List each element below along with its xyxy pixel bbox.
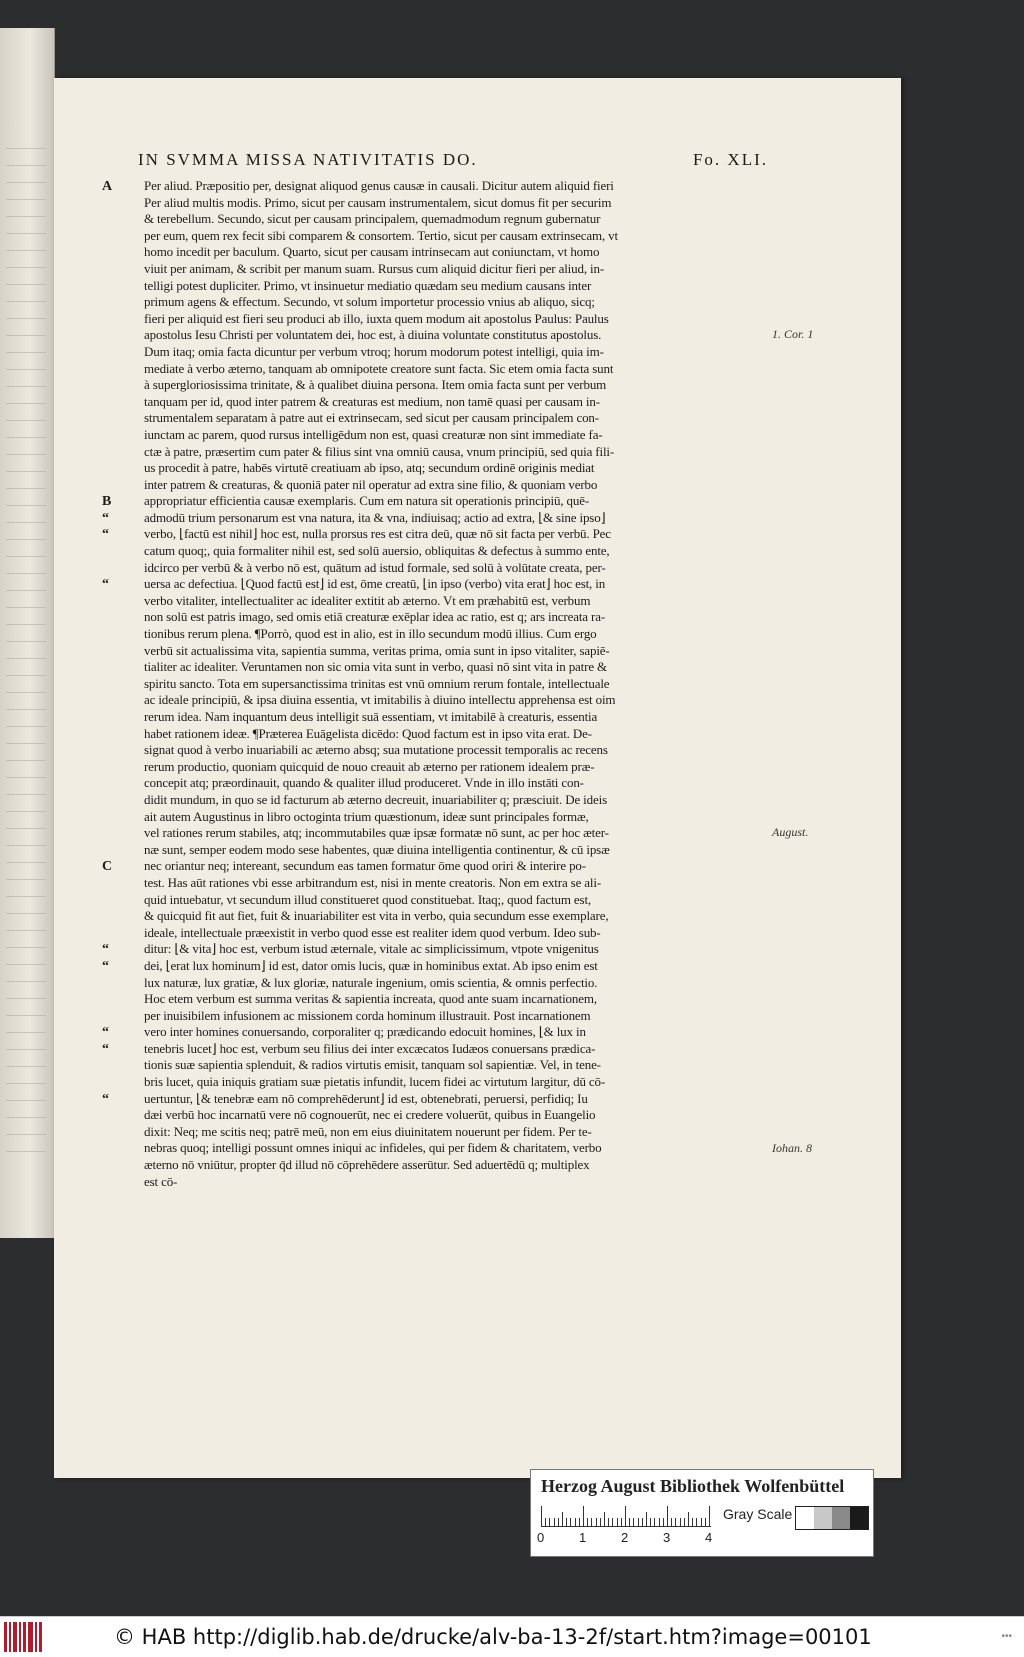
text-line [102, 195, 770, 212]
logo-bar [23, 1622, 26, 1652]
line-text: dei, ⌊erat lux hominum⌋ id est, dator omis lucis, quæ in hominibus extat. Ab ipso enim est [144, 957, 598, 973]
line-text: nec oriantur neq; intereant, secundum eas tamen formatur ōme quod oriri & interire po- [144, 858, 586, 874]
bleed-through-line [6, 1083, 46, 1084]
bleed-through-line [6, 794, 46, 795]
line-text: ideale, intellectuale præexistit in verbo quod esse est realiter idem quod verbum. Ideo sub- [144, 924, 601, 940]
section-marker: “ [102, 527, 109, 543]
book-page [54, 78, 901, 1478]
bleed-through-line [6, 386, 46, 387]
ruler-tick [654, 1518, 655, 1526]
text-line [102, 228, 770, 245]
hab-logo-icon [4, 1622, 48, 1652]
text-line [102, 261, 770, 278]
ruler-number: 2 [621, 1530, 629, 1545]
ruler-tick [558, 1518, 559, 1526]
ruler-tick [612, 1518, 613, 1526]
bleed-through-line [6, 930, 46, 931]
text-line [102, 775, 770, 792]
ruler-tick [629, 1518, 630, 1526]
running-header [138, 150, 768, 170]
bleed-through-line [6, 284, 46, 285]
ruler-tick [600, 1518, 601, 1526]
line-text: primum agens & effectum. Secundo, vt solum importetur processio vnius ab aliquo, sicq; [144, 294, 595, 310]
line-text: ctæ à patre, præsertim cum pater & filius sint vna omniū causa, vnum principiū, sed quia fili- [144, 443, 615, 459]
card-title: Herzog August Bibliothek Wolfenbüttel [541, 1476, 845, 1496]
viewer-footer [0, 1616, 1024, 1657]
ruler-tick [617, 1518, 618, 1526]
text-line [102, 975, 770, 992]
ruler-scale [541, 1504, 711, 1527]
section-marker: “ [102, 958, 109, 974]
line-text: rerum productio, quoniam quicquid de nouo creauit ab æterno per rationem idealem præ- [144, 758, 595, 774]
line-text: rerum idea. Nam inquantum deus intelligit suā essentiam, vt imitabilē à creaturis, essentia [144, 709, 598, 724]
bleed-through-line [6, 607, 46, 608]
text-line [102, 925, 770, 942]
bleed-through-line [6, 437, 46, 438]
line-text: per eum, quem rex fecit sibi comparem & consortem. Tertio, sicut per causam extrinsecam, vt [144, 227, 618, 243]
ruler-tick [608, 1518, 609, 1526]
text-line [102, 676, 770, 693]
text-line [102, 178, 770, 195]
section-marker: “ [102, 1091, 109, 1107]
bleed-through-line [6, 896, 46, 897]
section-marker: “ [102, 1025, 109, 1041]
text-line [102, 1107, 770, 1124]
logo-bar [28, 1622, 33, 1652]
line-text: concepit atq; præordinauit, quando & qualiter illud produceret. Vnde in illo instāti con- [144, 775, 584, 791]
text-line [102, 659, 770, 676]
bleed-through-line [6, 488, 46, 489]
bleed-through-line [6, 216, 46, 217]
line-text: æterno nō vniūtur, propter q̄d illud nō cōprehēdere asserūtur. Sed aduertēdū q; multiplex [144, 1157, 590, 1173]
bleed-through-line [6, 1117, 46, 1118]
logo-bar [39, 1622, 42, 1652]
ruler-tick [633, 1518, 634, 1526]
bleed-through-line [6, 1100, 46, 1101]
text-line [102, 1057, 770, 1074]
bleed-through-line [6, 658, 46, 659]
bleed-through-line [6, 964, 46, 965]
ruler-tick [646, 1512, 647, 1526]
ruler-tick [579, 1518, 580, 1526]
line-text: spiritu sancto. Tota em supersanctissima trinitas est vnū omnium rerum fontale, intellectuale [144, 675, 610, 691]
line-text: homo incedit per baculum. Quarto, sicut per causam intrinsecam aut coniunctam, vt homo [144, 244, 600, 260]
line-text: viuit per animam, & scribit per manum suam. Rursus cum aliquid dicitur fieri per aliud, in- [144, 260, 605, 276]
bleed-through-line [6, 743, 46, 744]
ruler-tick [688, 1512, 689, 1526]
line-text: tionibus rerum plena. ¶Porrò, quod est in alio, est in illo secundum modū illius. Cum ergo [144, 626, 597, 642]
margin-note: 1. Cor. 1 [772, 327, 814, 342]
ruler-tick [587, 1518, 588, 1526]
text-line [102, 526, 770, 543]
ruler-tick [671, 1518, 672, 1526]
margin-note: August. [772, 825, 809, 840]
ruler-number: 0 [537, 1530, 545, 1545]
text-line [102, 875, 770, 892]
ruler-tick [541, 1506, 542, 1526]
bleed-through-line [6, 981, 46, 982]
logo-bar [13, 1622, 17, 1652]
bleed-through-line [6, 845, 46, 846]
line-text: tanquam per id, quod inter patrem & creaturas est medium, non tamē quasi per causam in- [144, 393, 600, 409]
bleed-through-line [6, 590, 46, 591]
ruler-tick [692, 1518, 693, 1526]
ruler-tick [604, 1512, 605, 1526]
ruler-tick [549, 1518, 550, 1526]
line-text: tialiter ac idealiter. Veruntamen non sic omia vita sunt in verbo, quasi nō sint vita in patre & [144, 659, 607, 675]
bleed-through-line [6, 573, 46, 574]
ruler-tick [684, 1518, 685, 1526]
logo-bar [9, 1622, 11, 1652]
ruler-number: 4 [705, 1530, 713, 1545]
text-line [102, 394, 770, 411]
section-marker: “ [102, 1041, 109, 1057]
line-text: Per aliud multis modis. Primo, sicut per causam instrumentalem, sicut domus fit per securim [144, 194, 612, 210]
line-text: ditur: ⌊& vita⌋ hoc est, verbum istud æternale, vitale ac simplicissimum, vtpote vnigenitus [144, 941, 599, 957]
line-text: Hoc etem verbum est summa veritas & sapientia increata, quod ante suam incarnationem, [144, 991, 597, 1007]
line-text: uertuntur, ⌊& tenebræ eam nō comprehēderunt⌋ id est, obtenebrati, peruersi, perfidiq; Iu [144, 1090, 588, 1106]
line-text: bris lucet, quia iniquis gratiam suæ pietatis infundit, lucem fidei ac virtutum largitur, dū cō- [144, 1074, 606, 1090]
bleed-through-line [6, 539, 46, 540]
bleed-through-line [6, 675, 46, 676]
gray-swatch [832, 1507, 850, 1529]
ruler-tick [575, 1518, 576, 1526]
bleed-through-line [6, 709, 46, 710]
text-line [102, 211, 770, 228]
bleed-through-line [6, 1032, 46, 1033]
gray-swatch [814, 1507, 832, 1529]
text-line [102, 1024, 770, 1041]
ruler-tick [562, 1512, 563, 1526]
section-marker: B [102, 494, 112, 510]
gray-scale-label: Gray Scale [723, 1506, 793, 1522]
bleed-through-line [6, 250, 46, 251]
line-text: dæi verbū hoc incarnatū vere nō cognouerūt, nec ei credere voluerūt, quibus in Euangelio [144, 1107, 596, 1123]
text-line [102, 742, 770, 759]
text-line [102, 692, 770, 709]
ruler-tick [675, 1518, 676, 1526]
text-line [102, 294, 770, 311]
line-text: vel rationes rerum stabiles, atq; incommutabiles quæ ipsæ formatæ nō sunt, ac per hoc æter- [144, 825, 609, 841]
ruler-tick [621, 1518, 622, 1526]
bleed-through-line [6, 165, 46, 166]
line-text: verbo vitaliter, intellectualiter ac idealiter extitit ab æterno. Vt em præhabitū est, verbum [144, 592, 591, 608]
ruler-number: 1 [579, 1530, 587, 1545]
text-line [102, 809, 770, 826]
text-line [102, 908, 770, 925]
text-line [102, 344, 770, 361]
ruler-tick [701, 1518, 702, 1526]
bleed-through-line [6, 777, 46, 778]
bleed-through-line [6, 811, 46, 812]
ruler-tick [709, 1506, 710, 1526]
bleed-through-line [6, 913, 46, 914]
bleed-through-line [6, 471, 46, 472]
line-text: mediate à verbo æterno, tanquam ab omnipotete creatore sunt facta. Sic etem omia facta sunt [144, 360, 614, 376]
bleed-through-line [6, 318, 46, 319]
line-text: admodū trium personarum est vna natura, ita & vna, indiuisaq; actio ad extra, ⌊& sine ipso⌋ [144, 509, 606, 525]
line-text: per inuisibilem infusionem ac missionem corda hominum illustrauit. Post incarnationem [144, 1007, 591, 1023]
text-line [102, 759, 770, 776]
text-line [102, 311, 770, 328]
line-text: Per aliud. Præpositio per, designat aliquod genus causæ in causali. Dicitur autem aliquid fieri [144, 178, 614, 193]
margin-note: Iohan. 8 [772, 1140, 812, 1155]
bleed-through-line [6, 1066, 46, 1067]
text-line [102, 460, 770, 477]
ruler-tick [696, 1518, 697, 1526]
line-text: iunctam ac parem, quod rursus intelligēdum non est, quasi creaturæ non sint immediate fa- [144, 426, 603, 442]
text-line [102, 825, 770, 842]
section-marker: C [102, 859, 113, 875]
bleed-through-line [6, 998, 46, 999]
text-line [102, 427, 770, 444]
line-text: lux naturæ, lux gratiæ, & lux gloriæ, naturale ingenium, omis scientia, & omnis perfectio. [144, 974, 598, 990]
line-text: uersa ac defectiua. ⌊Quod factū est⌋ id est, ōme creatū, ⌊in ipso (verbo) vita erat⌋ hoc est, in [144, 576, 606, 592]
bleed-through-line [6, 1049, 46, 1050]
bleed-through-line [6, 403, 46, 404]
source-link[interactable]: © HAB http://diglib.hab.de/drucke/alv-ba-13-2f/start.htm?image=00101 [114, 1625, 872, 1649]
text-line [102, 858, 770, 875]
line-text: appropriatur efficientia causæ exemplaris. Cum em natura sit operationis principiū, quē- [144, 493, 590, 509]
line-text: & quicquid fit aut fiet, fuit & inuariabiliter est vita in verbo, quia secundum esse exemplare, [144, 908, 609, 924]
running-title: IN SVMMA MISSA NATIVITATIS DO. [138, 150, 478, 169]
text-line [102, 543, 770, 560]
text-line [102, 444, 770, 461]
text-line [102, 510, 770, 527]
text-line [102, 958, 770, 975]
text-line [102, 377, 770, 394]
line-text: inter patrem & creaturas, & quoniā pater nil operatur ad extra sine filio, & quoniam verbo [144, 476, 598, 492]
text-line [102, 792, 770, 809]
text-line [102, 709, 770, 726]
gray-swatch [796, 1507, 814, 1529]
line-text: apostolus Iesu Christi per voluntatem dei, hoc est, à diuina voluntate constitutus apostolus. [144, 327, 602, 343]
ruler-tick [625, 1506, 626, 1526]
text-line [102, 643, 770, 660]
line-text: catum quoq;, quia formaliter nihil est, sed solū auersio, obliquitas & defectus à summo ente, [144, 543, 610, 559]
bleed-through-line [6, 726, 46, 727]
text-line [102, 626, 770, 643]
line-text: tionis suæ sapientia splenduit, & radios virtutis emisit, tanquam sol sapientiæ. Vel, in tene- [144, 1057, 601, 1073]
text-line [102, 593, 770, 610]
bleed-through-line [6, 454, 46, 455]
text-line [102, 842, 770, 859]
line-text: nebras quoq; intelligi possunt omnes iniqui ac infideles, qui per fidem & charitatem, verbo [144, 1140, 602, 1156]
text-line [102, 1091, 770, 1108]
section-marker: “ [102, 510, 109, 526]
line-text: didit mundum, in quo se id facturum ab æterno decreuit, inuariabiliter q; præsciuit. De ideis [144, 791, 607, 807]
bleed-through-line [6, 1151, 46, 1152]
gray-swatch [850, 1507, 868, 1529]
bleed-through-line [6, 420, 46, 421]
text-line [102, 410, 770, 427]
text-line [102, 560, 770, 577]
bleed-through-line [6, 692, 46, 693]
line-text: & terebellum. Secundo, sicut per causam principalem, quemadmodum regnum gubernatur [144, 211, 601, 227]
ruler-tick [705, 1518, 706, 1526]
section-marker: “ [102, 942, 109, 958]
text-line [102, 361, 770, 378]
bleed-through-line [6, 1134, 46, 1135]
line-text: ac ideale principiū, & ipsa diuina essentia, vt imitabilis à diuino intellectu apprehensa est oim [144, 692, 616, 708]
line-text: telligi potest dupliciter. Primo, vt insinuetur mediatio quædam seu medium causans inter [144, 277, 592, 293]
ruler-tick [659, 1518, 660, 1526]
line-text: quid intuebatur, vt secundum illud constitueret quod constituebat. Itaq;, quod factum est, [144, 891, 592, 907]
bleed-through-line [6, 760, 46, 761]
line-text: idcirco per verbū & à verbo nō est, quātum ad istud formale, sed solū à volūtate creata, per- [144, 559, 606, 575]
ruler-tick [667, 1506, 668, 1526]
gray-scale-swatches [795, 1506, 869, 1530]
text-line [102, 1074, 770, 1091]
ruler-tick [545, 1518, 546, 1526]
ruler-tick [638, 1518, 639, 1526]
text-line [102, 941, 770, 958]
bleed-through-line [6, 148, 46, 149]
bleed-through-line [6, 624, 46, 625]
line-text: test. Has aūt rationes vbi esse arbitrandum est, nisi in mente creatoris. Non em extra se ali- [144, 874, 602, 890]
bleed-through-line [6, 828, 46, 829]
bleed-through-line [6, 182, 46, 183]
line-text: non solū est patris imago, sed omis etiā creaturæ exēplar idea ac ratio, est q; ars increata ra- [144, 609, 606, 625]
text-line [102, 991, 770, 1008]
text-line [102, 1124, 770, 1141]
bleed-through-line [6, 641, 46, 642]
section-marker: A [102, 179, 113, 194]
text-line [102, 1041, 770, 1058]
ruler-tick [596, 1518, 597, 1526]
bleed-through-line [6, 301, 46, 302]
line-text: strumentalem separatam à patre aut ei extrinsecam, sed sicut per causam principalem con- [144, 410, 599, 426]
body-text [102, 178, 770, 1190]
ruler-number: 3 [663, 1530, 671, 1545]
text-line [102, 493, 770, 510]
text-line [102, 726, 770, 743]
text-line [102, 609, 770, 626]
text-line [102, 1157, 770, 1174]
logo-bar [19, 1622, 21, 1652]
text-line [102, 327, 770, 344]
more-options-icon[interactable]: ••• [1001, 1631, 1012, 1642]
text-line [102, 892, 770, 909]
line-text: us procedit à patre, habēs virtutē creatiuam ab ipso, atq; secundum ordinē originis mediat [144, 460, 595, 476]
color-calibration-card [530, 1469, 874, 1557]
line-text: à supergloriosissima trinitate, & à qualibet diuina persona. Item omia facta sunt per verbum [144, 377, 607, 393]
bleed-through-line [6, 233, 46, 234]
line-text: est cō- [144, 1173, 178, 1189]
logo-bar [4, 1622, 7, 1652]
ruler-tick [650, 1518, 651, 1526]
ruler-tick [663, 1518, 664, 1526]
line-text: signat quod à verbo inuariabili ac æterno absq; sua mutatione processit temporalis ac recens [144, 742, 608, 758]
text-line [102, 244, 770, 261]
bleed-through-line [6, 879, 46, 880]
line-text: Dum itaq; omia facta dicuntur per verbum vtroq; horum modorum potest intelligi, quia im- [144, 343, 604, 359]
ruler-tick [680, 1518, 681, 1526]
bleed-through-line [6, 335, 46, 336]
ruler-numbers [537, 1530, 717, 1548]
ruler-tick [591, 1518, 592, 1526]
text-line [102, 1008, 770, 1025]
line-text: tenebris lucet⌋ hoc est, verbum seu filius dei inter excæcatos Iudæos conuersans prædica- [144, 1040, 596, 1056]
bleed-through-line [6, 1015, 46, 1016]
bleed-through-line [6, 862, 46, 863]
bleed-through-line [6, 199, 46, 200]
line-text: fieri per aliquid est fieri seu produci ab illo, iuxta quem modum ait apostolus Paulus: Paulus [144, 310, 609, 326]
ruler-tick [583, 1506, 584, 1526]
line-text: næ sunt, semper eodem modo sese habentes, quæ diuina intelligentia continentur, & cū ipsæ [144, 841, 610, 857]
bleed-through-line [6, 352, 46, 353]
text-line [102, 1174, 770, 1191]
ruler-tick [642, 1518, 643, 1526]
bleed-through-line [6, 267, 46, 268]
ruler-tick [570, 1518, 571, 1526]
logo-bar [35, 1622, 37, 1652]
text-line [102, 278, 770, 295]
ruler-tick [554, 1518, 555, 1526]
bleed-through-line [6, 522, 46, 523]
line-text: dixit: Neq; me scitis neq; patrē meū, non em eius diuinitatem nouerunt per fidem. Per te- [144, 1123, 592, 1139]
bleed-through-line [6, 556, 46, 557]
text-line [102, 1140, 770, 1157]
bleed-through-line [6, 505, 46, 506]
section-marker: “ [102, 577, 109, 593]
text-line [102, 477, 770, 494]
text-line [102, 576, 770, 593]
line-text: habet rationem ideæ. ¶Præterea Euāgelista dicēdo: Quod factum est in ipso vita erat. De- [144, 725, 592, 741]
facing-page-edge [0, 28, 55, 1238]
line-text: ait autem Augustinus in libro octoginta trium quæstionum, ideæ sunt principales formæ, [144, 808, 589, 824]
folio-number: Fo. XLI. [692, 150, 768, 169]
bleed-through-line [6, 947, 46, 948]
line-text: verbū sit actualissima vita, sapientia summa, veritas prima, omia sunt in ipso vitaliter, sapiē- [144, 642, 610, 658]
line-text: vero inter homines conuersando, corporaliter q; prædicando edocuit homines, ⌊& lux in [144, 1024, 586, 1040]
ruler-tick [566, 1518, 567, 1526]
bleed-through-line [6, 369, 46, 370]
line-text: verbo, ⌊factū est nihil⌋ hoc est, nulla prorsus res est citra deū, quæ nō sit facta per verbū. Pec [144, 526, 611, 542]
